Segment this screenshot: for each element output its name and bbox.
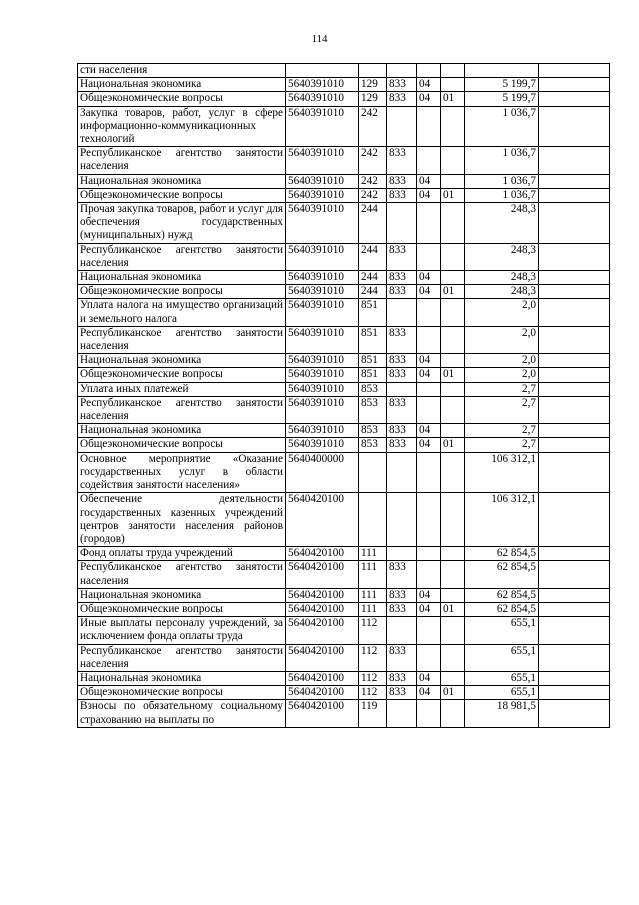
cell-expense-type [359,452,387,493]
table-row [78,188,610,202]
cell-section: 04 [417,438,441,452]
cell-target-code: 5640391010 [286,438,359,452]
cell-section [417,64,441,78]
cell-expense-type: 244 [359,243,387,270]
cell-empty [539,326,610,353]
cell-section [417,617,441,644]
cell-amount: 655,1 [465,617,539,644]
table-row [78,299,610,326]
cell-amount: 62 854,5 [465,602,539,616]
cell-empty [539,188,610,202]
cell-section [417,106,441,147]
cell-section: 04 [417,602,441,616]
cell-name: Общеэкономические вопросы [78,188,286,202]
cell-target-code: 5640391010 [286,92,359,106]
cell-target-code: 5640391010 [286,203,359,244]
cell-administrator: 833 [387,147,417,174]
cell-administrator: 833 [387,686,417,700]
cell-administrator: 833 [387,285,417,299]
cell-target-code: 5640391010 [286,285,359,299]
cell-name: Национальная экономика [78,174,286,188]
cell-section: 04 [417,271,441,285]
cell-administrator [387,382,417,396]
cell-section: 04 [417,188,441,202]
cell-amount: 5 199,7 [465,92,539,106]
cell-empty [539,547,610,561]
cell-name: Общеэкономические вопросы [78,285,286,299]
cell-amount: 62 854,5 [465,588,539,602]
cell-expense-type: 119 [359,700,387,727]
table-row [78,78,610,92]
table-row [78,243,610,270]
cell-expense-type: 111 [359,588,387,602]
cell-target-code [286,64,359,78]
cell-subsection [441,588,465,602]
cell-subsection [441,382,465,396]
cell-section: 04 [417,92,441,106]
cell-section: 04 [417,671,441,685]
cell-empty [539,243,610,270]
table-row [78,588,610,602]
table-row [78,561,610,588]
cell-empty [539,271,610,285]
cell-amount: 248,3 [465,243,539,270]
cell-administrator: 833 [387,396,417,423]
cell-target-code: 5640420100 [286,700,359,727]
cell-empty [539,64,610,78]
cell-section: 04 [417,424,441,438]
cell-expense-type [359,493,387,547]
cell-subsection: 01 [441,188,465,202]
table-row [78,64,610,78]
cell-target-code: 5640400000 [286,452,359,493]
cell-amount: 248,3 [465,203,539,244]
cell-subsection: 01 [441,438,465,452]
cell-administrator: 833 [387,78,417,92]
cell-section [417,243,441,270]
cell-name: Уплата налога на имущество организаций и земельного налога [78,299,286,326]
cell-target-code: 5640420100 [286,602,359,616]
table-row [78,147,610,174]
cell-expense-type: 853 [359,424,387,438]
cell-amount: 2,7 [465,396,539,423]
cell-expense-type: 111 [359,602,387,616]
cell-subsection: 01 [441,92,465,106]
cell-empty [539,106,610,147]
cell-section: 04 [417,174,441,188]
cell-administrator: 833 [387,92,417,106]
cell-administrator: 833 [387,602,417,616]
cell-amount: 2,7 [465,438,539,452]
cell-target-code: 5640391010 [286,396,359,423]
cell-target-code: 5640420100 [286,617,359,644]
cell-section [417,700,441,727]
cell-section [417,547,441,561]
cell-amount: 5 199,7 [465,78,539,92]
cell-amount: 655,1 [465,671,539,685]
cell-section [417,396,441,423]
cell-administrator [387,203,417,244]
table-row [78,106,610,147]
cell-name: Республиканское агентство занятости населения [78,644,286,671]
table-row [78,271,610,285]
cell-name: Закупка товаров, работ, услуг в сфере информационно-коммуникационных технологий [78,106,286,147]
cell-expense-type: 129 [359,92,387,106]
table-row [78,493,610,547]
cell-subsection [441,547,465,561]
cell-amount: 106 312,1 [465,493,539,547]
cell-empty [539,78,610,92]
cell-subsection [441,78,465,92]
cell-subsection: 01 [441,285,465,299]
cell-section: 04 [417,285,441,299]
cell-empty [539,424,610,438]
cell-section [417,452,441,493]
cell-subsection [441,243,465,270]
cell-section [417,561,441,588]
cell-expense-type: 851 [359,299,387,326]
cell-administrator: 833 [387,188,417,202]
table-row [78,671,610,685]
cell-name: Национальная экономика [78,354,286,368]
cell-target-code: 5640391010 [286,424,359,438]
cell-amount: 62 854,5 [465,547,539,561]
cell-amount: 106 312,1 [465,452,539,493]
table-row [78,92,610,106]
cell-empty [539,396,610,423]
cell-target-code: 5640391010 [286,368,359,382]
cell-target-code: 5640420100 [286,644,359,671]
cell-section [417,299,441,326]
cell-subsection [441,354,465,368]
cell-empty [539,382,610,396]
table-row [78,644,610,671]
cell-empty [539,285,610,299]
cell-empty [539,354,610,368]
table-row [78,174,610,188]
cell-expense-type: 111 [359,547,387,561]
cell-target-code: 5640391010 [286,382,359,396]
cell-administrator [387,617,417,644]
cell-subsection [441,299,465,326]
budget-table [77,63,610,728]
table-row [78,452,610,493]
cell-subsection [441,174,465,188]
cell-section [417,147,441,174]
table-row [78,424,610,438]
cell-administrator [387,700,417,727]
cell-target-code: 5640391010 [286,78,359,92]
cell-administrator: 833 [387,671,417,685]
cell-target-code: 5640391010 [286,271,359,285]
cell-name: Общеэкономические вопросы [78,602,286,616]
cell-section [417,382,441,396]
cell-amount: 655,1 [465,644,539,671]
cell-administrator: 833 [387,644,417,671]
cell-subsection [441,64,465,78]
cell-expense-type: 129 [359,78,387,92]
cell-amount: 248,3 [465,271,539,285]
cell-amount: 2,7 [465,424,539,438]
cell-administrator: 833 [387,271,417,285]
cell-empty [539,671,610,685]
table-row [78,382,610,396]
cell-subsection: 01 [441,602,465,616]
cell-section [417,203,441,244]
cell-name: Общеэкономические вопросы [78,438,286,452]
cell-expense-type: 853 [359,382,387,396]
cell-administrator: 833 [387,354,417,368]
cell-subsection [441,644,465,671]
cell-empty [539,561,610,588]
cell-name: Прочая закупка товаров, работ и услуг для обеспечения государственных (муниципальных) нужд [78,203,286,244]
cell-subsection [441,700,465,727]
cell-subsection [441,106,465,147]
cell-target-code: 5640391010 [286,174,359,188]
table-row [78,602,610,616]
table-row [78,686,610,700]
cell-section: 04 [417,686,441,700]
cell-subsection [441,452,465,493]
cell-expense-type: 853 [359,438,387,452]
cell-section: 04 [417,588,441,602]
cell-name: Республиканское агентство занятости населения [78,243,286,270]
cell-name: Иные выплаты персоналу учреждений, за исключением фонда оплаты труда [78,617,286,644]
cell-expense-type [359,64,387,78]
cell-expense-type: 242 [359,106,387,147]
cell-target-code: 5640420100 [286,686,359,700]
table-row [78,438,610,452]
cell-administrator [387,299,417,326]
cell-amount: 62 854,5 [465,561,539,588]
cell-expense-type: 112 [359,671,387,685]
cell-section: 04 [417,368,441,382]
cell-administrator: 833 [387,438,417,452]
cell-empty [539,700,610,727]
cell-name: Общеэкономические вопросы [78,92,286,106]
cell-name: Республиканское агентство занятости населения [78,561,286,588]
cell-empty [539,493,610,547]
cell-target-code: 5640420100 [286,561,359,588]
table-row [78,326,610,353]
cell-administrator [387,452,417,493]
cell-target-code: 5640420100 [286,493,359,547]
cell-administrator [387,547,417,561]
table-row [78,617,610,644]
cell-target-code: 5640391010 [286,326,359,353]
cell-section [417,493,441,547]
cell-expense-type: 244 [359,203,387,244]
cell-subsection [441,271,465,285]
cell-section [417,326,441,353]
cell-name: Национальная экономика [78,424,286,438]
cell-empty [539,452,610,493]
cell-empty [539,644,610,671]
cell-subsection [441,617,465,644]
cell-amount: 2,7 [465,382,539,396]
cell-empty [539,602,610,616]
cell-empty [539,438,610,452]
cell-subsection [441,493,465,547]
cell-name: Взносы по обязательному социальному страхованию на выплаты по [78,700,286,727]
cell-amount: 1 036,7 [465,147,539,174]
cell-amount: 1 036,7 [465,174,539,188]
cell-target-code: 5640391010 [286,188,359,202]
cell-subsection [441,203,465,244]
cell-amount: 1 036,7 [465,106,539,147]
cell-name: Национальная экономика [78,671,286,685]
cell-subsection [441,424,465,438]
cell-empty [539,299,610,326]
cell-amount: 18 981,5 [465,700,539,727]
cell-expense-type: 853 [359,396,387,423]
cell-name: Республиканское агентство занятости населения [78,396,286,423]
cell-subsection: 01 [441,686,465,700]
cell-name: Национальная экономика [78,271,286,285]
cell-expense-type: 244 [359,271,387,285]
cell-target-code: 5640420100 [286,588,359,602]
cell-name: Уплата иных платежей [78,382,286,396]
cell-subsection [441,147,465,174]
cell-amount: 2,0 [465,326,539,353]
cell-target-code: 5640420100 [286,547,359,561]
cell-empty [539,588,610,602]
table-row [78,396,610,423]
cell-empty [539,203,610,244]
cell-expense-type: 242 [359,174,387,188]
cell-name: Республиканское агентство занятости населения [78,326,286,353]
cell-subsection [441,561,465,588]
cell-amount: 1 036,7 [465,188,539,202]
cell-expense-type: 851 [359,354,387,368]
cell-expense-type: 851 [359,368,387,382]
cell-target-code: 5640391010 [286,106,359,147]
cell-target-code: 5640391010 [286,147,359,174]
cell-target-code: 5640391010 [286,299,359,326]
cell-amount: 2,0 [465,299,539,326]
cell-amount [465,64,539,78]
cell-administrator: 833 [387,326,417,353]
cell-name: Национальная экономика [78,588,286,602]
cell-expense-type: 851 [359,326,387,353]
cell-amount: 2,0 [465,354,539,368]
cell-empty [539,92,610,106]
cell-amount: 655,1 [465,686,539,700]
table-row [78,285,610,299]
cell-empty [539,147,610,174]
cell-administrator: 833 [387,561,417,588]
cell-expense-type: 111 [359,561,387,588]
cell-subsection: 01 [441,368,465,382]
table-row [78,203,610,244]
cell-name: Общеэкономические вопросы [78,686,286,700]
cell-name: Общеэкономические вопросы [78,368,286,382]
cell-empty [539,686,610,700]
cell-administrator: 833 [387,174,417,188]
cell-section: 04 [417,354,441,368]
cell-administrator: 833 [387,588,417,602]
cell-administrator: 833 [387,424,417,438]
page-number: 114 [311,33,328,45]
cell-expense-type: 112 [359,644,387,671]
cell-amount: 248,3 [465,285,539,299]
cell-expense-type: 112 [359,617,387,644]
cell-administrator [387,493,417,547]
cell-name: сти населения [78,64,286,78]
table-row [78,368,610,382]
cell-target-code: 5640420100 [286,671,359,685]
cell-target-code: 5640391010 [286,243,359,270]
cell-name: Фонд оплаты труда учреждений [78,547,286,561]
table-row [78,547,610,561]
cell-empty [539,368,610,382]
cell-expense-type: 242 [359,147,387,174]
cell-name: Республиканское агентство занятости населения [78,147,286,174]
cell-section: 04 [417,78,441,92]
cell-expense-type: 244 [359,285,387,299]
cell-target-code: 5640391010 [286,354,359,368]
cell-empty [539,174,610,188]
cell-expense-type: 242 [359,188,387,202]
cell-administrator [387,64,417,78]
cell-empty [539,617,610,644]
cell-administrator: 833 [387,243,417,270]
table-body [78,64,610,728]
cell-administrator: 833 [387,368,417,382]
cell-expense-type: 112 [359,686,387,700]
cell-name: Основное мероприятие «Оказание государственных услуг в области содействия занятости населения» [78,452,286,493]
cell-subsection [441,671,465,685]
cell-name: Обеспечение деятельности государственных казенных учреждений центров занятости населения районов (городов) [78,493,286,547]
table-row [78,354,610,368]
cell-subsection [441,396,465,423]
cell-name: Национальная экономика [78,78,286,92]
cell-administrator [387,106,417,147]
table-row [78,700,610,727]
cell-section [417,644,441,671]
cell-subsection [441,326,465,353]
cell-amount: 2,0 [465,368,539,382]
